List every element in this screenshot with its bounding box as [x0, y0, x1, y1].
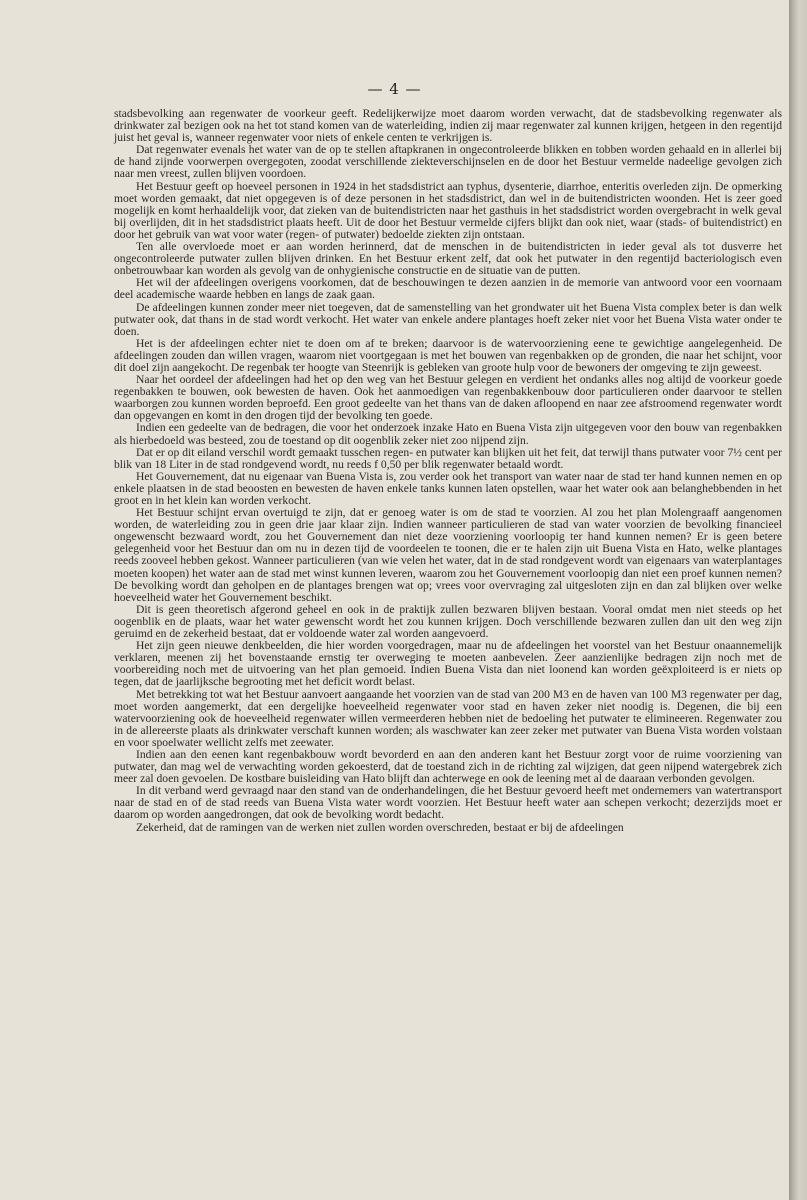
paragraph: De afdeelingen kunnen zonder meer niet toegeven, dat de samenstelling van het grondwater uit het Buena Vista complex beter is dan welk putwater ook, dat thans in de stad wordt verkocht. Het water van enkele andere plantages hoeft zeker niet voor het Buena Vista water onder te doen. — [114, 300, 782, 338]
paragraph: Dit is geen theoretisch afgerond geheel en ook in de praktijk zullen bezwaren blijven bestaan. Vooral omdat men niet steeds op het oogenblik en de plaats, waar het water gewenscht wordt het zou kunnen krijgen. Doch verschillende bezwaren zullen dan uit den weg zijn geruimd en de zekerheid bestaat, dat er voldoende water zal worden aangevoerd. — [114, 602, 782, 641]
paragraph: Indien een gedeelte van de bedragen, die voor het onderzoek inzake Hato en Buena Vista zijn uitgegeven voor den bouw van regenbakken als hierbedoeld was besteed, zou de toestand op dit oogenblik zeker niet zoo nijpend zijn. — [114, 421, 782, 447]
page-edge — [789, 0, 807, 1200]
paragraph: Indien aan den eenen kant regenbakbouw wordt bevorderd en aan den anderen kant het Bestuur zorgt voor de ruime voorziening van putwater, dan mag wel de verwachting worden gekoesterd, dat de toestand zich in de richting zal wijzigen, dat geen nijpend watergebrek zich meer zal doen gevoelen. De kostbare buisleiding van Hato blijft dan achterwege en ook de leening met al de daaraan verbonden gevolgen. — [114, 747, 782, 786]
paragraph: Het zijn geen nieuwe denkbeelden, die hier worden voorgedragen, maar nu de afdeelingen het voorstel van het Bestuur onaannemelijk verklaren, meenen zij het bovenstaande ernstig ter overweging te moeten aanbevelen. Zeer aanzienlijke bedragen zijn noch met de voorbereiding noch met de uitvoering van het plan gemoeid. Indien Buena Vista dan niet loonend kan worden geëxploiteerd is er niets op tegen, dat de jaarlijksche begrooting met het deficit wordt belast. — [114, 639, 782, 689]
paragraph: Dat er op dit eiland verschil wordt gemaakt tusschen regen- en putwater kan blijken uit het feit, dat terwijl thans putwater voor 7½ cent per blik van 18 Liter in de stad rondgevend wordt, nu reeds f 0,50 per blik regenwater betaald wordt. — [114, 445, 782, 471]
paragraph: Het Bestuur geeft op hoeveel personen in 1924 in het stadsdistrict aan typhus, dysenterie, diarrhoe, enteritis overleden zijn. De opmerking moet worden gemaakt, dat niet opgegeven is of deze personen in het stadsdistrict, dan wel in de buitendistricten woonden. Het is zeer goed mogelijk en komt herhaaldelijk voor, dat zieken van de buitendistricten naar het gasthuis in het stadsdistrict worden overgebracht in welk geval bij overlijden, dit in het stadsdistrict plaats heeft. Uit de door het Bestuur vermelde cijfers blijkt dan ook niet, waar (stads- of buitendistrict) en door het gebruik van wat voor water (regen- of putwater) bedoelde ziekten zijn ontstaan. — [114, 179, 782, 241]
paragraph: Met betrekking tot wat het Bestuur aanvoert aangaande het voorzien van de stad van 200 M3 en de haven van 100 M3 regenwater per dag, moet worden aangemerkt, dat een dergelijke hoeveelheid regenwater voor stad en haven zeker niet noodig is. Degenen, die bij een watervoorziening ook de hoeveelheid regenwater willen vermeerderen hebben niet de bedoeling het putwater te elimineeren. Regenwater zou in de allereerste plaats als drinkwater verschaft kunnen worden; als waschwater kan zeer zeker met putwater van Buena Vista worden volstaan en voor spoelwater wellicht zelfs met zeewater. — [114, 687, 782, 749]
paragraph: Het Bestuur schijnt ervan overtuigd te zijn, dat er genoeg water is om de stad te voorzien. Al zou het plan Molengraaff aangenomen worden, de waterleiding zou in geen drie jaar klaar zijn. Indien wanneer particulieren de stad van water voorzien de bevolking financieel ongewenscht bezwaard wordt, zou het Gouvernement dan niet deze voorziening voorloopig ter hand kunnen nemen? Er is geen betere gelegenheid voor het Bestuur dan om nu in dezen tijd de voordeelen te toonen, die er te halen zijn uit Buena Vista en Hato, welke plantages reeds zooveel hebben gekost. Wanneer particulieren (van wie velen het water, dat in de stad rondgevent wordt van eigenaars van waterplantages moeten koopen) het water aan de stad met winst kunnen leveren, waarom zou het Gouvernement voorloopig dan niet een proef kunnen nemen? De bevolking wordt dan geholpen en de plantages brengen wat op; vrees voor overvraging zal uitgesloten zijn en dan zal blijken over welke hoeveelheid water het Gouvernement beschikt. — [114, 506, 782, 604]
page-number: — 4 — — [367, 80, 422, 98]
paragraph: stadsbevolking aan regenwater de voorkeur geeft. Redelijkerwijze moet daarom worden verwacht, dat de stadsbevolking regenwater als drinkwater zal bezigen ook na het tot stand komen van de waterleiding, indien zij maar regenwater zal kunnen krijgen, hetgeen in den regentijd juist het geval is, wanneer regenwater voor niets of enkele centen te verkrijgen is. — [114, 107, 782, 145]
paragraph: Naar het oordeel der afdeelingen had het op den weg van het Bestuur gelegen en verdient het ondanks alles nog altijd de voorkeur goede regenbakken te bouwen, ook bewesten de haven. Ook het aanmoedigen van regenbakkenbouw door particulieren onder daarvoor te stellen waarborgen zou kunnen worden beproefd. Een groot gedeelte van het thans van de daken afloopend en naar zee afstroomend regenwater wordt dan opgevangen en komt in den drogen tijd der bevolking ten goede. — [114, 373, 782, 423]
paragraph: Zekerheid, dat de ramingen van de werken niet zullen worden overschreden, bestaat er bij de afdeelingen — [136, 820, 624, 834]
body-text — [114, 108, 782, 834]
paragraph: Dat regenwater evenals het water van de op te stellen aftapkranen in ongecontroleerde blikken en tobben worden gehaald en in allerlei bij de hand zijnde voorwerpen overgegoten, zoodat verschillende ziekteverschijnselen en de door het Bestuur vermelde nadeelige gevolgen zich naar men vreest, zullen blijven voordoen. — [114, 143, 782, 181]
paragraph: Het is der afdeelingen echter niet te doen om af te breken; daarvoor is de watervoorziening eene te gewichtige aangelegenheid. De afdeelingen zouden dan willen vragen, waarom niet voortgegaan is met het bouwen van regenbakken op de gronden, die naar het schijnt, voor dit doel zijn aangekocht. De regenbak ter hoogte van Steenrijk is gebleken van groote hulp voor de bewoners der omgeving te zijn geweest. — [114, 336, 782, 374]
paragraph: Ten alle overvloede moet er aan worden herinnerd, dat de menschen in de buitendistricten in ieder geval als tot dusverre het ongecontroleerde putwater zullen blijven drinken. En het Bestuur erkent zelf, dat ook het putwater in den regentijd bacteriologisch even onbetrouwbaar kan worden als gevolg van de onhygienische constructie en de situatie van de putten. — [114, 240, 782, 278]
paragraph: Het wil der afdeelingen overigens voorkomen, dat de beschouwingen te dezen aanzien in de memorie van antwoord voor een voornaam deel academische waarde hebben en langs de zaak gaan. — [114, 276, 782, 302]
paragraph: In dit verband werd gevraagd naar den stand van de onderhandelingen, die het Bestuur gevoerd heeft met ondernemers van watertransport naar de stad en of de stad reeds van Buena Vista water wordt voorzien. Het Bestuur heeft water aan schepen verkocht; dezerzijds moet er daarom op worden aangedrongen, dat ook de bevolking wordt bedacht. — [114, 784, 782, 822]
paragraph: Het Gouvernement, dat nu eigenaar van Buena Vista is, zou verder ook het transport van water naar de stad ter hand kunnen nemen en op enkele plaatsen in de stad beoosten en bewesten de haven enkele tanks kunnen laten opstellen, waar het water ook aan belanghebbenden in het groot en in het klein kan worden verkocht. — [114, 469, 782, 507]
